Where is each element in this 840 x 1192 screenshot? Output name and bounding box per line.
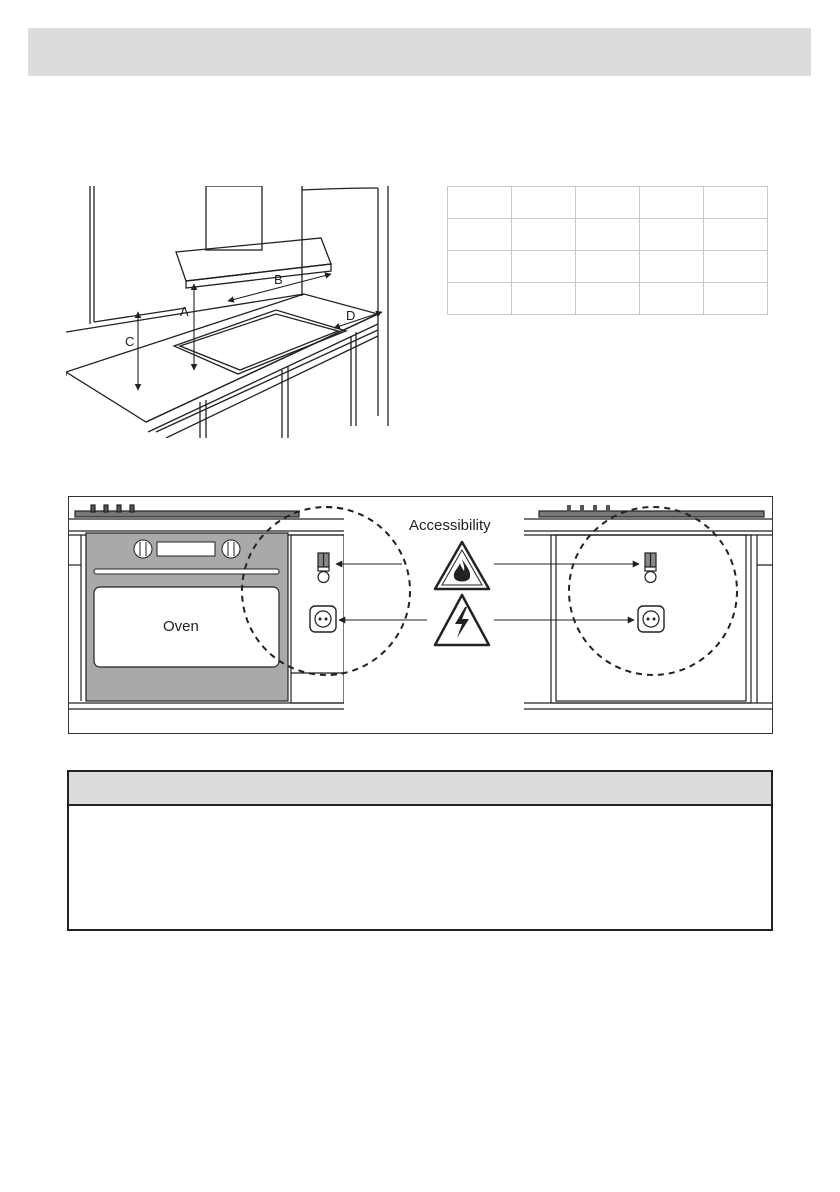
table-cell xyxy=(448,219,512,251)
table-cell xyxy=(704,219,768,251)
table-cell xyxy=(512,219,576,251)
table-cell xyxy=(704,251,768,283)
accessibility-diagram xyxy=(68,496,773,734)
table-cell xyxy=(640,219,704,251)
dimension-label-b: B xyxy=(274,272,283,287)
dimension-label-d: D xyxy=(346,308,356,323)
electrical-socket-icon xyxy=(638,606,664,632)
table-cell xyxy=(640,283,704,315)
dimensions-table xyxy=(447,186,768,315)
table-cell xyxy=(576,187,640,219)
table-cell xyxy=(512,251,576,283)
notice-box xyxy=(67,770,773,931)
table-cell xyxy=(576,283,640,315)
accessibility-label: Accessibility xyxy=(409,517,491,534)
table-cell xyxy=(448,251,512,283)
table-cell xyxy=(576,219,640,251)
table-cell xyxy=(448,187,512,219)
table-cell xyxy=(576,251,640,283)
table-cell xyxy=(704,283,768,315)
gas-valve-icon xyxy=(318,553,329,583)
electrical-socket-icon xyxy=(310,606,336,632)
table-row xyxy=(448,251,768,283)
table-cell xyxy=(448,283,512,315)
table-cell xyxy=(704,187,768,219)
dimension-label-a: A xyxy=(180,304,189,319)
section-header-bar xyxy=(28,28,811,76)
oven-label: Oven xyxy=(163,618,199,635)
table-row xyxy=(448,187,768,219)
table-row xyxy=(448,219,768,251)
table-cell xyxy=(512,283,576,315)
table-cell xyxy=(512,187,576,219)
dimension-label-c: C xyxy=(125,334,135,349)
table-row xyxy=(448,283,768,315)
table-cell xyxy=(640,251,704,283)
notice-box-header xyxy=(69,772,771,806)
hood-installation-diagram xyxy=(66,186,406,438)
table-cell xyxy=(640,187,704,219)
gas-valve-icon xyxy=(645,553,656,583)
